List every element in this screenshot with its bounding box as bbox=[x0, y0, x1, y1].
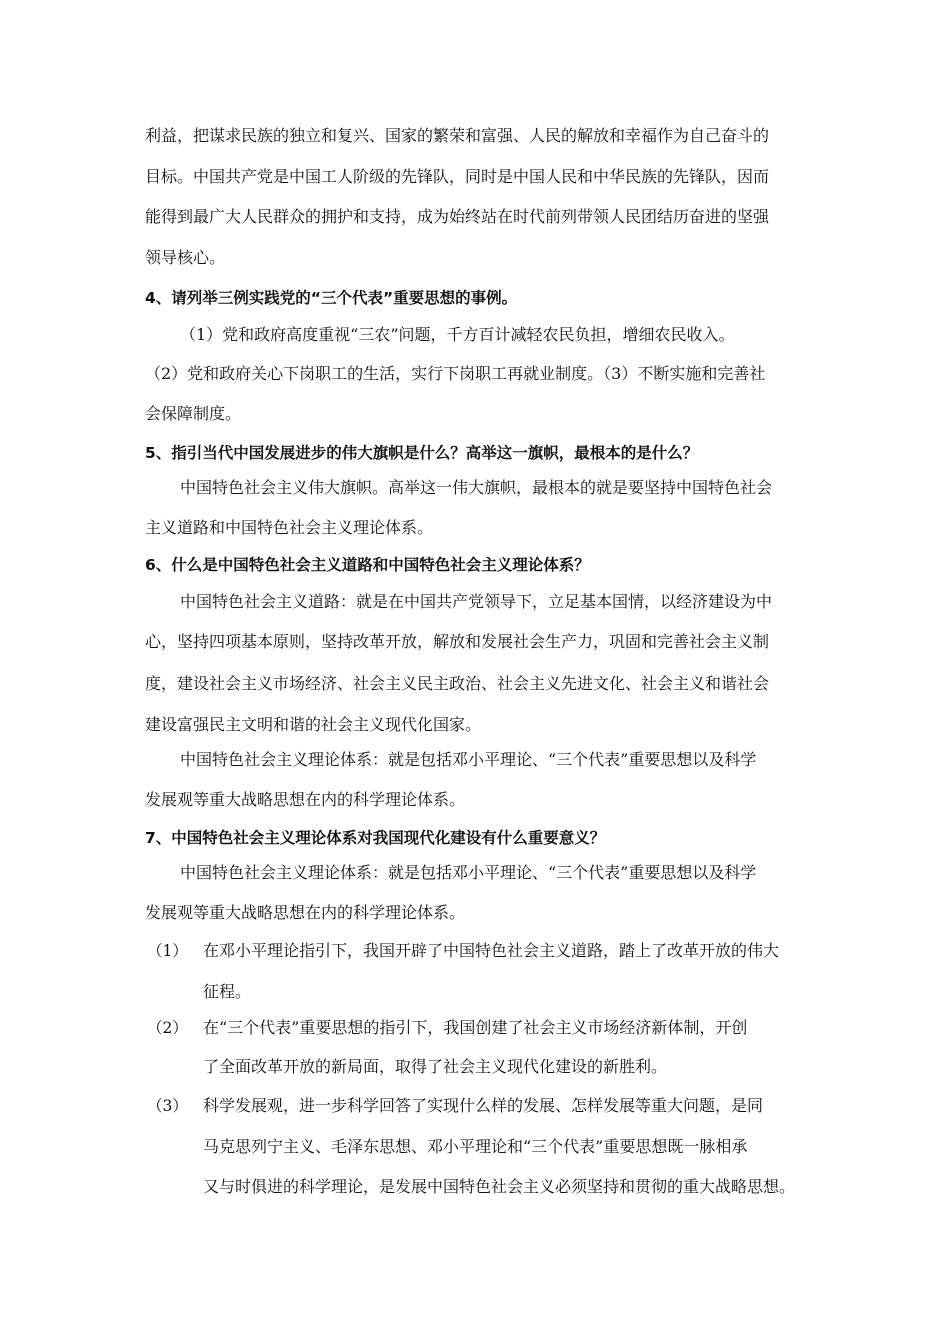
body-text-line: 能得到最广大人民群众的拥护和支持，成为始终站在时代前列带领人民团结历奋进的坚强 bbox=[145, 207, 770, 226]
answer-text-line: （2）党和政府关心下岗职工的生活，实行下岗职工再就业制度。（3）不断实施和完善社 bbox=[145, 364, 766, 383]
answer-text-line: 度，建设社会主义市场经济、社会主义民主政治、社会主义先进文化、社会主义和谐社会 bbox=[145, 674, 770, 693]
question-heading: 4、请列举三例实践党的“三个代表”重要思想的事例。 bbox=[145, 289, 518, 307]
question-heading: 6、什么是中国特色社会主义道路和中国特色社会主义理论体系？ bbox=[145, 556, 590, 574]
list-item-number: （2） bbox=[147, 1019, 188, 1037]
question-heading: 7、中国特色社会主义理论体系对我国现代化建设有什么重要意义？ bbox=[145, 829, 606, 847]
answer-text-line: 中国特色社会主义道路：就是在中国共产党领导下，立足基本国情，以经济建设为中 bbox=[180, 592, 773, 611]
list-item-number: （3） bbox=[147, 1097, 188, 1115]
body-text-line: 领导核心。 bbox=[145, 248, 226, 267]
list-item-text: 又与时俱进的科学理论，是发展中国特色社会主义必须坚持和贯彻的重大战略思想。 bbox=[203, 1177, 796, 1196]
answer-text-line: 会保障制度。 bbox=[145, 404, 242, 423]
list-item-text: 马克思列宁主义、毛泽东思想、邓小平理论和“三个代表”重要思想既一脉相承 bbox=[203, 1137, 748, 1156]
answer-text-line: 心，坚持四项基本原则，坚持改革开放，解放和发展社会生产力，巩固和完善社会主义制 bbox=[145, 632, 770, 651]
answer-text-line: 中国特色社会主义伟大旗帜。高举这一伟大旗帜，最根本的就是要坚持中国特色社会 bbox=[180, 478, 773, 497]
answer-text-line: 主义道路和中国特色社会主义理论体系。 bbox=[145, 518, 434, 537]
answer-text-line: 发展观等重大战略思想在内的科学理论体系。 bbox=[145, 790, 466, 809]
list-item-text: 在邓小平理论指引下，我国开辟了中国特色社会主义道路，踏上了改革开放的伟大 bbox=[203, 941, 780, 960]
answer-text-line: 中国特色社会主义理论体系：就是包括邓小平理论、“三个代表”重要思想以及科学 bbox=[180, 750, 757, 769]
answer-text-line: 中国特色社会主义理论体系：就是包括邓小平理论、“三个代表”重要思想以及科学 bbox=[180, 863, 757, 882]
body-text-line: 目标。中国共产党是中国工人阶级的先锋队，同时是中国人民和中华民族的先锋队，因而 bbox=[145, 167, 770, 186]
list-item-text: 征程。 bbox=[203, 982, 252, 1001]
list-item-text: 科学发展观，进一步科学回答了实现什么样的发展、怎样发展等重大问题，是同 bbox=[203, 1096, 764, 1115]
list-item-text: 在“三个代表”重要思想的指引下，我国创建了社会主义市场经济新体制，开创 bbox=[203, 1018, 748, 1037]
answer-text-line: 建设富强民主文明和谐的社会主义现代化国家。 bbox=[145, 715, 482, 734]
list-item-text: 了全面改革开放的新局面，取得了社会主义现代化建设的新胜利。 bbox=[203, 1057, 668, 1076]
body-text-line: 利益，把谋求民族的独立和复兴、国家的繁荣和富强、人民的解放和幸福作为自己奋斗的 bbox=[145, 126, 770, 145]
answer-text-line: （1）党和政府高度重视“三农”问题，千方百计减轻农民负担，增细农民收入。 bbox=[180, 325, 735, 344]
answer-text-line: 发展观等重大战略思想在内的科学理论体系。 bbox=[145, 903, 466, 922]
list-item-number: （1） bbox=[147, 942, 188, 960]
question-heading: 5、指引当代中国发展进步的伟大旗帜是什么？高举这一旗帜，最根本的是什么？ bbox=[145, 444, 699, 462]
